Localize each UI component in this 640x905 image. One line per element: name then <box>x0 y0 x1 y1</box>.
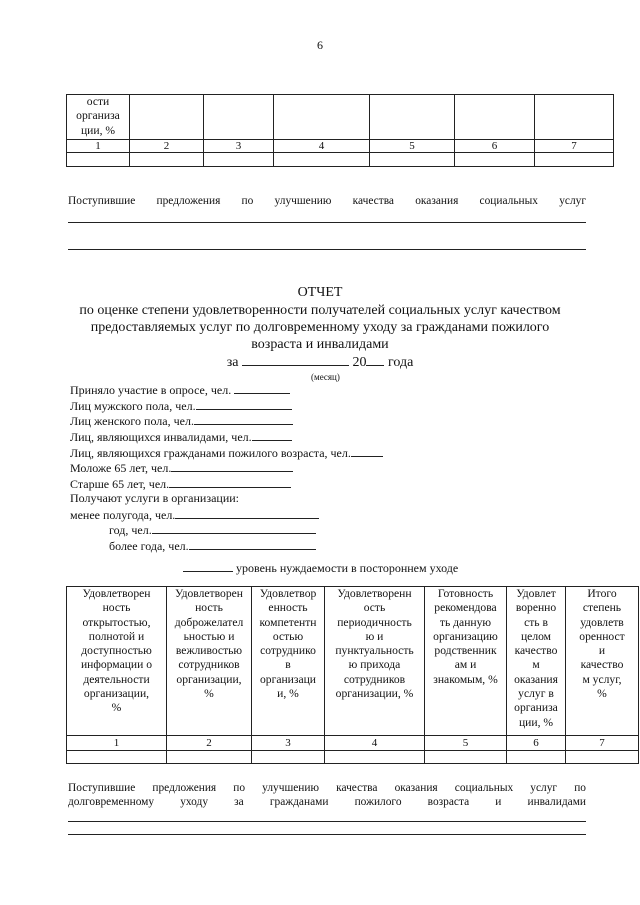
month-caption: (месяц) <box>311 372 340 382</box>
fill-line <box>68 249 586 250</box>
table-row <box>67 751 639 764</box>
report-subtitle: по оценке степени удовлетворенности получателей социальных услуг качеством предоставляемых услуг по долговременному уходу за гражданами пожилого возраста и инвалидами <box>79 303 561 352</box>
column-number: 2 <box>130 140 204 153</box>
table-row <box>67 95 614 140</box>
column-number: 4 <box>325 736 425 751</box>
column-number: 2 <box>167 736 252 751</box>
fill-line <box>68 222 586 223</box>
column-number: 6 <box>455 140 535 153</box>
column-number: 3 <box>252 736 325 751</box>
year-line: год, чел. <box>109 522 316 539</box>
header-cell: Итого степень удовлетв оренност и качество м услуг, % <box>566 587 639 736</box>
proposals-text-line2: долговременному уходу за гражданами пожилого возраста и инвалидами <box>68 796 586 808</box>
younger65-line: Моложе 65 лет, чел. <box>70 460 293 477</box>
proposals-text: Поступившие предложения по улучшению качества оказания социальных услуг <box>68 195 586 207</box>
column-number: 1 <box>67 736 167 751</box>
column-number: 3 <box>204 140 274 153</box>
column-number: 6 <box>507 736 566 751</box>
column-number: 4 <box>274 140 370 153</box>
table-continuation <box>66 94 614 167</box>
male-line: Лиц мужского пола, чел. <box>70 398 292 415</box>
older65-line: Старше 65 лет, чел. <box>70 476 291 493</box>
receiving-line: Получают услуги в организации: <box>70 491 239 505</box>
header-cell: Удовлетворен ность открытостью, полнотой и доступностью информации о деятельности организации, % <box>67 587 167 736</box>
column-number: 7 <box>535 140 614 153</box>
proposals-text-line1: Поступившие предложения по улучшению качества оказания социальных услуг по <box>68 782 586 794</box>
header-cell: Удовлетворенн ость периодичность ю и пунктуальность ю прихода сотрудников организации, % <box>325 587 425 736</box>
fill-line <box>68 834 586 835</box>
report-period: за 20 года <box>226 355 414 370</box>
column-number: 5 <box>425 736 507 751</box>
participated-line: Приняло участие в опросе, чел. <box>70 382 290 399</box>
need-level-line: уровень нуждаемости в постороннем уходе <box>183 560 458 577</box>
page-number: 6 <box>317 38 323 52</box>
year-field <box>366 354 384 366</box>
more-year-line: более года, чел. <box>109 538 316 555</box>
table-row <box>67 140 614 153</box>
header-cell: Готовность рекомендова ть данную организацию родственник ам и знакомым, % <box>425 587 507 736</box>
report-title: ОТЧЕТ <box>297 285 343 300</box>
header-cell: Удовлетвор енность компетентн остью сотруднико в организаци и, % <box>252 587 325 736</box>
header-cell: Удовлетворен ность доброжелател ьностью и вежливостью сотрудников организации, % <box>167 587 252 736</box>
header-cell: Удовлет воренно сть в целом качество м оказания услуг в организа ции, % <box>507 587 566 736</box>
female-line: Лиц женского пола, чел. <box>70 413 293 430</box>
satisfaction-table <box>66 586 639 764</box>
disabled-line: Лиц, являющихся инвалидами, чел. <box>70 429 292 446</box>
less-half-year-line: менее полугода, чел. <box>70 507 319 524</box>
column-number: 1 <box>67 140 130 153</box>
table-row <box>67 736 639 751</box>
fill-line <box>68 821 586 822</box>
table-header-row <box>67 587 639 736</box>
column-number: 7 <box>566 736 639 751</box>
header-cell: ости организа ции, % <box>67 95 130 140</box>
column-number: 5 <box>370 140 455 153</box>
elderly-line: Лиц, являющихся гражданами пожилого возраста, чел. <box>70 445 383 462</box>
table-row <box>67 153 614 167</box>
month-field <box>242 354 349 366</box>
